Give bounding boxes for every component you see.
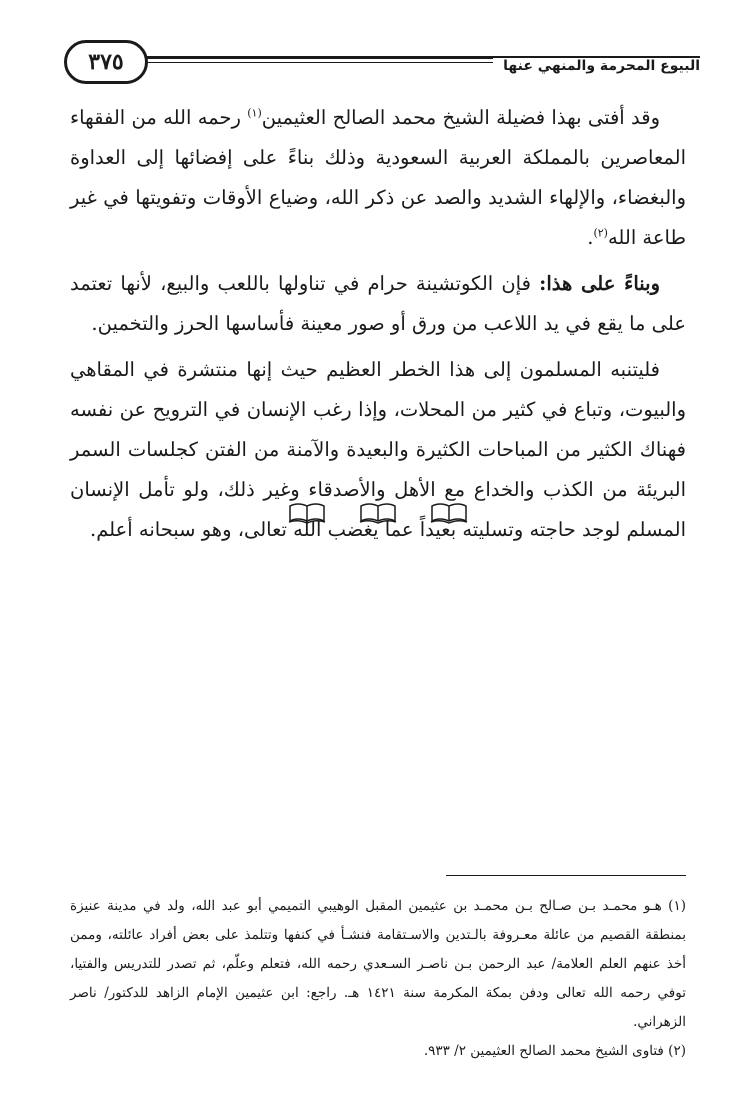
book-icon: [288, 502, 326, 524]
footnote-1: (١) هـو محمـد بـن صـالح بـن محمـد بن عثيمين المقبل الوهيبي التميمي أبو عبد الله، ولد في مدينة عنيزة بمنطقة القصيم من عائلة معـروفة بالـتدين والاسـتقامة فنشـأ في كنفها وتتلمذ على بعض أفراد عائلته، وممن أخذ عنهم العلم العلامة/ عبد الرحمن بـن ناصـر السـعدي رحمه الله، فتعلم وعلّم، ثم تصدر للتدريس والفتيا، توفي رحمه الله تعالى ودفن بمكة المكرمة سنة ١٤٢١ هـ. راجع: ابن عثيمين الإمام الزاهد للدكتور/ ناصر الزهراني.: [70, 898, 686, 1030]
paragraph-3: فليتنبه المسلمون إلى هذا الخطر العظيم حيث إنها منتشرة في المقاهي والبيوت، وتباع في كثير من المحلات، وإذا رغب الإنسان في الترويح عن نفسه فهناك الكثير من المباحات الكثيرة والبعيدة والآمنة من الفتن كجلسات السمر البريئة من الكذب والخداع مع الأهل والأصدقاء وغير ذلك، ولو تأمل الإنسان المسلم لوجد حاجته وتسليته بعيداً عما يغضب الله تعالى، وهو سبحانه أعلم.: [70, 358, 686, 541]
page-number-badge: [64, 40, 148, 84]
p1-part1: وقد أفتى بهذا فضيلة الشيخ محمد الصالح العثيمين: [261, 106, 660, 129]
footnote-ref-1: (١): [247, 106, 262, 120]
book-icon: [359, 502, 397, 524]
book-icon: [430, 502, 468, 524]
main-text: [70, 98, 686, 556]
page-number: ٣٧٥: [88, 49, 124, 75]
running-title: البيوع المحرمة والمنهي عنها: [493, 58, 700, 74]
section-end-ornaments: [0, 502, 756, 524]
footnote-separator: [446, 875, 686, 876]
footnote-2: (٢) فتاوى الشيخ محمد الصالح العثيمين ٢/ ٩٣٣.: [423, 1043, 686, 1059]
paragraph-1: [70, 98, 686, 258]
p2-lead: وبناءً على هذا:: [539, 272, 661, 295]
paragraph-2: [70, 264, 686, 344]
p1-part3: .: [587, 226, 594, 249]
footnotes: [70, 892, 686, 1066]
page-header: [64, 40, 700, 88]
p2-text: فإن الكوتشينة حرام في تناولها باللعب والبيع، لأنها تعتمد على ما يقع في يد اللاعب من ورق أو صور معينة فأساسها الحرز والتخمين.: [70, 272, 686, 335]
p1-part2: رحمه الله من الفقهاء المعاصرين بالمملكة العربية السعودية وذلك بناءً على إفضائها إلى العداوة والبغضاء، والإلهاء الشديد والصد عن ذكر الله، وضياع الأوقات وتفويتها في غير طاعة الله: [70, 106, 686, 249]
footnote-ref-2: (٢): [593, 226, 608, 240]
